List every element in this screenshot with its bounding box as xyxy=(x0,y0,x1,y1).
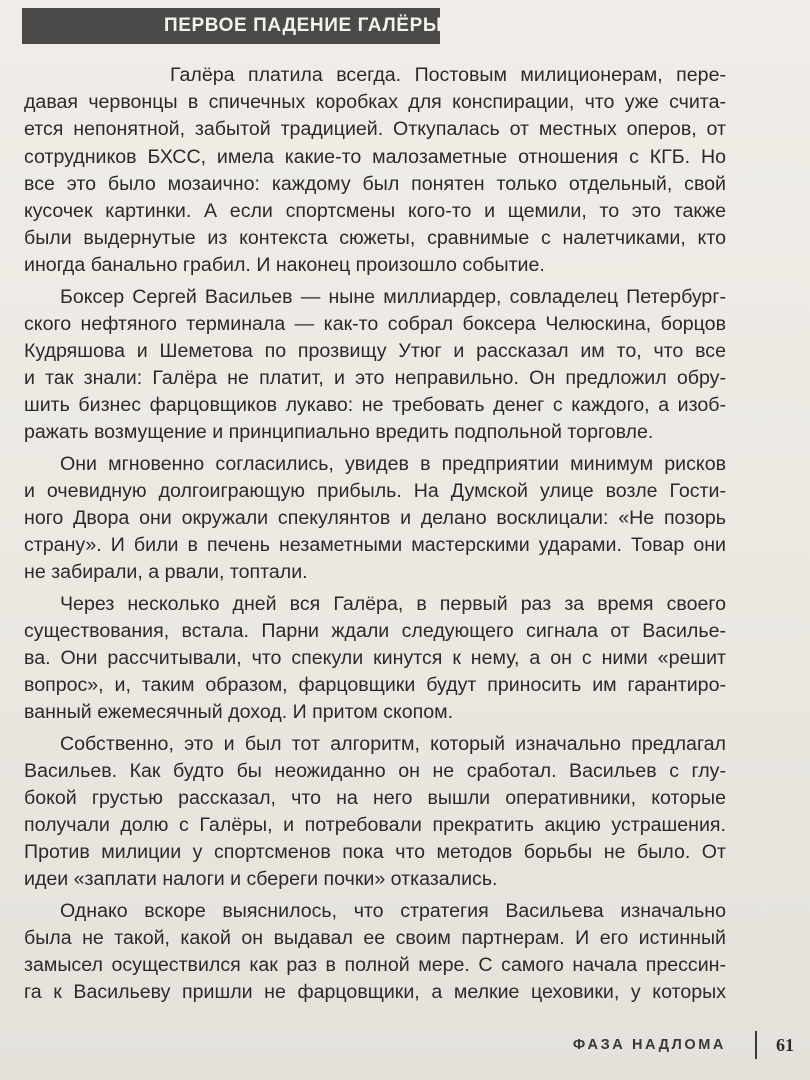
text-line: все это было мозаично: каждому был понятен только отдельный, свой xyxy=(24,172,726,195)
text-line: Боксер Сергей Васильев — ныне миллиардер, совладелец Петербург- xyxy=(60,285,726,308)
text-line: замысел осуществился как раз в полной мере. С самого начала прессин- xyxy=(24,954,726,976)
text-line: Они мгновенно согласились, увидев в предприятии минимум рисков xyxy=(60,452,726,475)
text-line: ражать возмущение и принципиально вредить подпольной торговле. xyxy=(24,421,654,444)
paragraph xyxy=(24,284,726,447)
text-line: не забирали, а рвали, топтали. xyxy=(24,561,308,584)
text-line: га к Васильеву пришли не фарцовщики, а мелкие цеховики, у которых xyxy=(24,981,726,1004)
page-number: 61 xyxy=(776,1035,794,1055)
paragraph xyxy=(24,591,726,727)
text-line: страну». И били в печень незаметными мастерскими ударами. Товар они xyxy=(24,534,726,557)
text-line: Галёра платила всегда. Постовым милиционерам, пере- xyxy=(170,64,726,86)
text-line: ва. Они рассчитывали, что спекули кинутся к нему, а он с ними «решит xyxy=(24,646,726,669)
text-line: Однако вскоре выяснилось, что стратегия Васильева изначально xyxy=(60,899,726,922)
text-line: вопрос», и, таким образом, фарцовщики будут приносить им гарантиро- xyxy=(24,674,726,697)
text-line: иногда банально грабил. И наконец произошло событие. xyxy=(24,254,545,277)
text-line: давая червонцы в спичечных коробках для конспирации, что уже счита- xyxy=(24,91,726,114)
chapter-title: ПЕРВОЕ ПАДЕНИЕ ГАЛЁРЫ xyxy=(164,15,443,36)
chapter-header-bar xyxy=(22,8,443,44)
paragraph xyxy=(24,731,726,894)
paragraph xyxy=(24,62,726,280)
text-line: идеи «заплати налоги и сбереги почки» отказались. xyxy=(24,868,498,891)
text-line: существования, встала. Парни ждали следующего сигнала от Васильe- xyxy=(24,619,726,642)
text-line: Собственно, это и был тот алгоритм, который изначально предлагал xyxy=(60,732,726,755)
paragraph xyxy=(24,898,726,1007)
text-line: была не такой, какой он выдавал ее своим партнерам. И его истинный xyxy=(24,926,726,949)
text-line: шить бизнес фарцовщиков лукаво: не требовать денег с каждого, а изоб- xyxy=(24,394,726,417)
text-line: и очевидную долгоиграющую прибыль. На Думской улице возле Гости- xyxy=(24,479,726,502)
running-footer-section: ФАЗА НАДЛОМА xyxy=(572,1037,726,1053)
body-text xyxy=(24,62,726,1006)
text-line: бокой грустью рассказал, что на него вышли оперативники, которые xyxy=(24,786,726,809)
text-line: Кудряшова и Шеметова по прозвищу Утюг и рассказал им то, что все xyxy=(24,339,726,362)
footer-divider xyxy=(755,1031,757,1059)
page-footer xyxy=(0,1031,810,1061)
text-line: и так знали: Галёра не платит, и это неправильно. Он предложил обру- xyxy=(24,367,726,390)
text-line: были выдернутые из контекста сюжеты, сравнимые с налетчиками, кто xyxy=(24,227,726,250)
text-line: получали долю с Галёры, и потребовали прекратить акцию устрашения. xyxy=(24,814,726,837)
text-line: сотрудников БХСС, имела какие-то малозаметные отношения с КГБ. Но xyxy=(24,145,726,168)
text-line: кусочек картинки. А если спортсмены кого-то и щемили, то это также xyxy=(24,199,726,222)
text-line: Против милиции у спортсменов пока что методов борьбы не было. От xyxy=(24,841,726,864)
text-line: Васильев. Как будто бы неожиданно он не сработал. Васильев с глу- xyxy=(24,759,726,782)
text-line: ского нефтяного терминала — как-то собрал боксера Челюскина, борцов xyxy=(24,312,726,335)
paragraph xyxy=(24,451,726,587)
text-line: ванный ежемесячный доход. И притом скопом. xyxy=(24,701,454,724)
text-line: ется непонятной, забытой традицией. Откупалась от местных оперов, от xyxy=(24,118,726,141)
text-line: Через несколько дней вся Галёра, в первый раз за время своего xyxy=(60,592,726,615)
text-line: ного Двора они окружали спекулянтов и делано восклицали: «Не позорь xyxy=(24,507,726,529)
